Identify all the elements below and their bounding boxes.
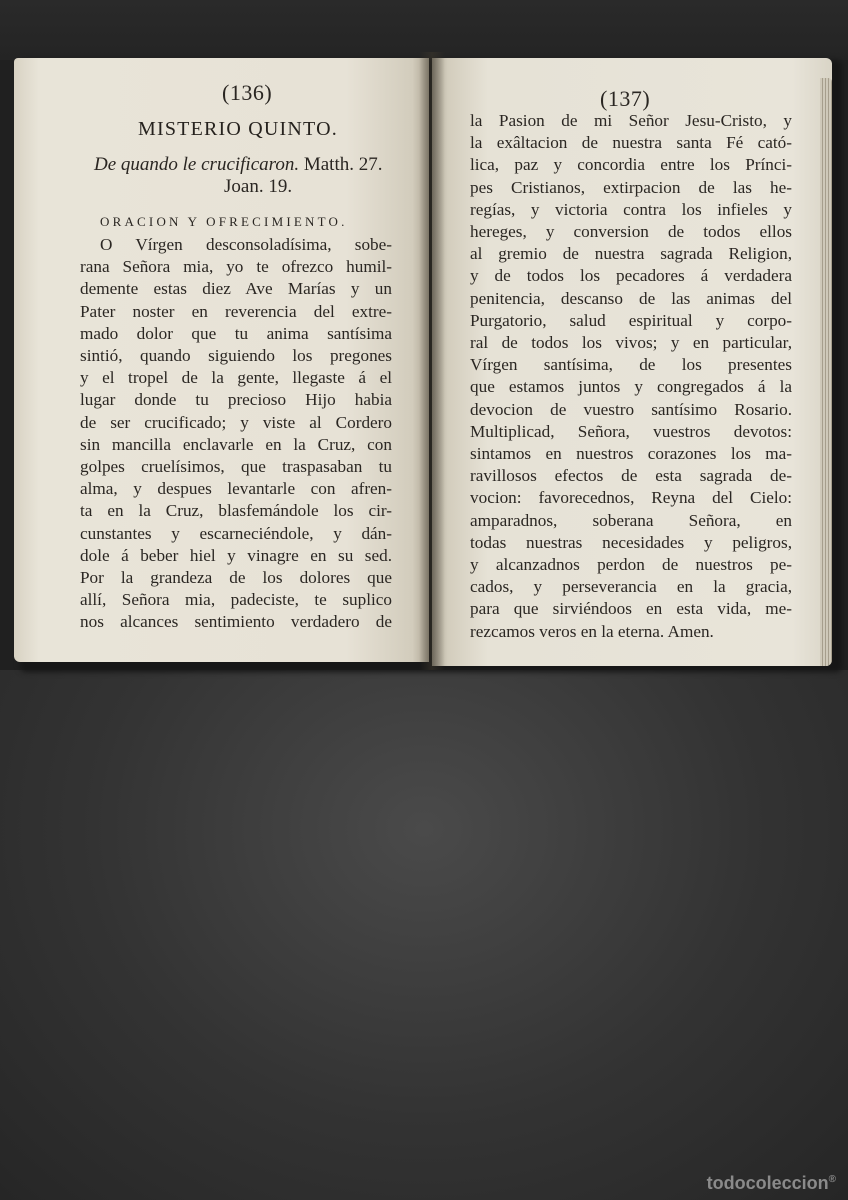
text-line: ravillosos efectos de esta sagrada de-: [470, 466, 792, 486]
text-line: Purgatorio, salud espiritual y corpo-: [470, 310, 792, 330]
text-line: regías, y victoria contra los infieles y: [470, 199, 792, 219]
text-line: cados, y perseverancia en la gracia,: [470, 577, 792, 597]
text-line: de ser crucificado; y viste al Cordero: [80, 412, 392, 432]
right-page: [432, 58, 832, 666]
text-line: y alcanzadnos perdon de nuestros pe-: [470, 555, 792, 575]
text-line: y de todos los pecadores á verdadera: [470, 266, 792, 286]
text-line: pes Cristianos, extirpacion de las he-: [470, 177, 792, 197]
text-line: golpes cruelísimos, que traspasaban tu: [80, 457, 392, 477]
page-number-right: (137): [600, 86, 651, 111]
text-line: sin mancilla enclavarle en la Cruz, con: [80, 434, 392, 454]
background-top: [0, 0, 848, 60]
subtitle-italic: De quando le crucificaron.: [94, 154, 300, 175]
text-line: sintió, quando siguiendo los pregones: [80, 346, 392, 366]
watermark-text: todocoleccion: [706, 1173, 829, 1193]
text-line: demente estas diez Ave Marías y un: [80, 279, 392, 299]
text-line: Por la grandeza de los dolores que: [80, 568, 392, 588]
text-line: penitencia, descanso de las animas del: [470, 288, 792, 308]
text-line: Pater noster en reverencia del extre-: [80, 301, 392, 321]
subtitle-ref-1: Matth. 27.: [303, 154, 383, 175]
subtitle-ref-2: Joan. 19.: [224, 176, 293, 197]
text-line: rana Señora mia, yo te ofrezco humil-: [80, 257, 392, 277]
text-line: hereges, y conversion de todos ellos: [470, 222, 792, 242]
text-line: que estamos juntos y congregados á la: [470, 377, 792, 397]
subtitle-line-1: [94, 154, 382, 176]
text-line: Vírgen santísima, de los presentes: [470, 355, 792, 375]
text-line: ta en la Cruz, blasfemándole los cir-: [80, 501, 392, 521]
text-line: la exâltacion de nuestra santa Fé cató-: [470, 133, 792, 153]
text-line: ral de todos los vivos; y en particular,: [470, 333, 792, 353]
page-edge-stack: [820, 78, 832, 666]
text-line: alma, y despues levantarle con afren-: [80, 479, 392, 499]
section-heading: ORACION Y OFRECIMIENTO.: [100, 214, 348, 229]
page-number-left: (136): [222, 80, 273, 105]
text-line: amparadnos, soberana Señora, en: [470, 510, 792, 530]
text-line: cunstantes y escarneciéndole, y dán-: [80, 523, 392, 543]
text-line: O Vírgen desconsoladísima, sobe-: [100, 235, 392, 254]
text-line: para que sirviéndoos en esta vida, me-: [470, 599, 792, 619]
registered-mark: ®: [828, 1174, 836, 1185]
text-line: mado dolor que tu anima santísima: [80, 323, 392, 343]
text-line: allí, Señora mia, padeciste, te suplico: [80, 590, 392, 610]
text-line: Multiplicad, Señora, vuestros devotos:: [470, 421, 792, 441]
text-line: rezcamos veros en la eterna. Amen.: [470, 621, 714, 641]
right-body-text: [470, 110, 792, 643]
watermark: [707, 1173, 836, 1194]
open-book: [14, 52, 842, 674]
text-line: vocion: favorecednos, Reyna del Cielo:: [470, 488, 792, 508]
left-body-text: [80, 234, 392, 634]
text-line: lugar donde tu precioso Hijo habia: [80, 390, 392, 410]
book-gutter: [419, 52, 445, 670]
text-line: al gremio de nuestra sagrada Religion,: [470, 244, 792, 264]
chapter-subtitle: [94, 154, 382, 198]
left-page: [14, 58, 429, 662]
text-line: y el tropel de la gente, llegaste á el: [80, 368, 392, 388]
text-line: devocion de vuestro santísimo Rosario.: [470, 399, 792, 419]
text-line: lica, paz y concordia entre los Prínci-: [470, 155, 792, 175]
text-line: dole á beber hiel y vinagre en su sed.: [80, 545, 392, 565]
text-line: todas nuestras necesidades y peligros,: [470, 532, 792, 552]
chapter-title: MISTERIO QUINTO.: [138, 118, 338, 140]
text-line: sintamos en nuestros corazones los ma-: [470, 444, 792, 464]
text-line: nos alcances sentimiento verdadero de: [80, 612, 392, 632]
background-surface: [0, 670, 848, 1200]
text-line: la Pasion de mi Señor Jesu-Cristo, y: [470, 111, 792, 130]
